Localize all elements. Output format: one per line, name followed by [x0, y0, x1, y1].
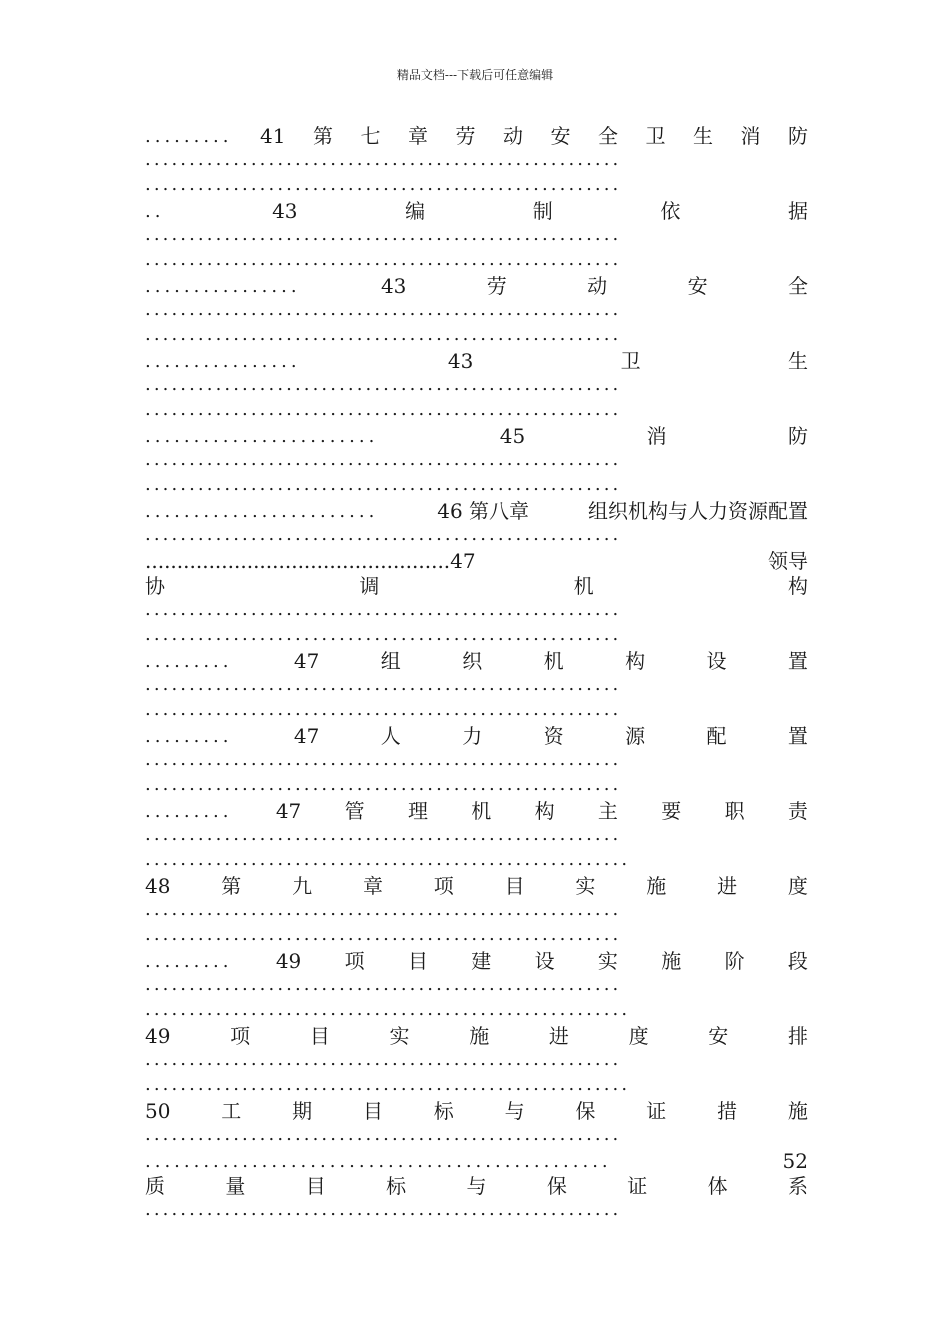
- toc-text: 系: [788, 1174, 808, 1198]
- toc-text: 进: [548, 1024, 569, 1048]
- toc-text: 织: [462, 649, 483, 673]
- toc-text: 动: [587, 274, 608, 298]
- toc-dot-leader: ........................: [145, 426, 379, 447]
- toc-leader-line: [145, 849, 808, 874]
- toc-text: 全: [597, 124, 618, 148]
- toc-text: 卫: [645, 124, 666, 148]
- toc-leader-line: [145, 224, 808, 249]
- toc-dot-leader: ......................................................: [145, 474, 622, 495]
- toc-entry-line: [145, 349, 808, 374]
- toc-text: 标: [386, 1174, 407, 1198]
- toc-text: 置: [787, 724, 808, 748]
- toc-leader-line: [145, 899, 808, 924]
- toc-dot-leader: ......................................................: [145, 774, 622, 795]
- toc-dot-leader: .........: [145, 651, 233, 672]
- toc-text: 目: [362, 1099, 383, 1123]
- toc-text: 43: [272, 199, 298, 223]
- toc-text: 协: [145, 574, 165, 598]
- toc-entry-line: [145, 424, 808, 449]
- toc-text: 领导: [768, 549, 808, 573]
- toc-text: 组: [380, 649, 401, 673]
- toc-dot-leader: ......................................................: [145, 449, 622, 470]
- toc-leader-line: [145, 599, 808, 624]
- toc-text: 劳: [486, 274, 507, 298]
- toc-text: 实: [575, 874, 596, 898]
- toc-text: 构: [625, 649, 646, 673]
- toc-dot-leader: ......................................................: [145, 674, 622, 695]
- toc-entry-line: [145, 274, 808, 299]
- toc-text: 责: [787, 799, 808, 823]
- toc-text: 七: [360, 124, 381, 148]
- toc-text: 43: [380, 274, 407, 298]
- toc-dot-leader: ......................................................: [145, 299, 622, 320]
- toc-text: 第: [312, 124, 333, 148]
- toc-dot-leader: .......................................................: [145, 1074, 631, 1095]
- toc-text: 理: [407, 799, 428, 823]
- toc-entry-line: [145, 724, 808, 749]
- toc-text: 人: [380, 724, 401, 748]
- toc-dot-leader: ......................................................: [145, 374, 622, 395]
- toc-entry-line: [145, 874, 808, 899]
- toc-text: 43: [447, 349, 474, 373]
- toc-dot-leader: ......................................................: [145, 1049, 622, 1070]
- toc-text: 实: [597, 949, 618, 973]
- toc-text: 机: [573, 574, 594, 598]
- toc-entry-line: [145, 574, 808, 599]
- toc-dot-leader: ......................................................: [145, 149, 622, 170]
- toc-text: 构: [787, 574, 808, 598]
- toc-dot-leader: ................................................47: [145, 549, 476, 573]
- toc-text: 章: [362, 874, 383, 898]
- toc-leader-line: [145, 924, 808, 949]
- toc-leader-line: [145, 1074, 808, 1099]
- toc-dot-leader: ................................................: [145, 1151, 612, 1172]
- page-header: 精品文档---下载后可任意编辑: [396, 68, 554, 82]
- toc-text: 配: [706, 724, 727, 748]
- toc-text: 依: [660, 199, 681, 223]
- toc-text: 组织机构与人力资源配置: [587, 499, 808, 523]
- toc-leader-line: [145, 174, 808, 199]
- toc-dot-leader: ................: [145, 351, 301, 372]
- toc-text: 安: [708, 1024, 729, 1048]
- toc-text: 48: [145, 874, 171, 898]
- toc-text: 设: [706, 649, 727, 673]
- toc-text: 量: [225, 1174, 246, 1198]
- toc-text: 工: [221, 1099, 242, 1123]
- toc-text: 消: [646, 424, 667, 448]
- toc-entry-line: [145, 549, 808, 574]
- toc-text: 编: [405, 199, 426, 223]
- toc-entry-line: [145, 1174, 808, 1199]
- toc-text: 动: [502, 124, 523, 148]
- toc-text: 项: [433, 874, 454, 898]
- toc-text: 段: [787, 949, 808, 973]
- toc-dot-leader: ......................................................: [145, 174, 622, 195]
- toc-dot-leader: .........: [145, 801, 233, 822]
- toc-dot-leader: ......................................................: [145, 974, 622, 995]
- toc-text: 阶: [724, 949, 745, 973]
- toc-text: 第: [221, 874, 242, 898]
- toc-text: 管: [344, 799, 365, 823]
- toc-text: 49: [145, 1024, 171, 1048]
- toc-dot-leader: ..: [145, 201, 165, 222]
- toc-text: 职: [724, 799, 745, 823]
- toc-dot-leader: .........: [145, 951, 233, 972]
- toc-dot-leader: ......................................................: [145, 699, 622, 720]
- toc-leader-line: [145, 1049, 808, 1074]
- toc-dot-leader: ......................................................: [145, 1124, 622, 1145]
- table-of-contents: [145, 124, 808, 1224]
- toc-text: 证: [627, 1174, 648, 1198]
- toc-text: 九: [292, 874, 313, 898]
- toc-text: 目: [305, 1174, 326, 1198]
- toc-text: 52: [782, 1149, 808, 1173]
- toc-text: 全: [787, 274, 808, 298]
- toc-text: 与: [466, 1174, 487, 1198]
- toc-dot-leader: ................: [145, 276, 301, 297]
- toc-leader-line: [145, 1124, 808, 1149]
- toc-leader-line: [145, 699, 808, 724]
- toc-dot-leader: ......................................................: [145, 524, 622, 545]
- toc-text: 期: [292, 1099, 313, 1123]
- toc-entry-line: [145, 949, 808, 974]
- toc-entry-line: [145, 499, 808, 524]
- toc-dot-leader: .........: [145, 126, 233, 147]
- toc-text: 调: [359, 574, 380, 598]
- toc-leader-line: [145, 624, 808, 649]
- toc-text: 目: [309, 1024, 330, 1048]
- toc-entry-line: [145, 1149, 808, 1174]
- toc-dot-leader: ......................................................: [145, 899, 622, 920]
- toc-leader-line: [145, 674, 808, 699]
- toc-text: 防: [787, 124, 808, 148]
- toc-dot-leader: ......................................................: [145, 249, 622, 270]
- toc-leader-line: [145, 749, 808, 774]
- toc-text: 据: [787, 199, 808, 223]
- toc-text: 保: [575, 1099, 596, 1123]
- toc-text: 项: [344, 949, 365, 973]
- toc-text: 50: [145, 1099, 171, 1123]
- toc-text: 置: [787, 649, 808, 673]
- toc-text: 质: [145, 1174, 165, 1198]
- toc-dot-leader: ......................................................: [145, 924, 622, 945]
- toc-leader-line: [145, 774, 808, 799]
- toc-text: 章: [407, 124, 428, 148]
- toc-leader-line: [145, 299, 808, 324]
- toc-text: 资: [543, 724, 564, 748]
- toc-dot-leader: ......................................................: [145, 624, 622, 645]
- toc-text: 41: [260, 124, 286, 148]
- toc-dot-leader: .......................................................: [145, 849, 631, 870]
- toc-dot-leader: ......................................................: [145, 399, 622, 420]
- toc-text: 47: [275, 799, 302, 823]
- toc-entry-line: [145, 1099, 808, 1124]
- toc-text: 度: [628, 1024, 649, 1048]
- toc-text: 生: [787, 349, 808, 373]
- toc-entry-line: [145, 1024, 808, 1049]
- toc-text: 进: [717, 874, 738, 898]
- toc-leader-line: [145, 524, 808, 549]
- toc-leader-line: [145, 399, 808, 424]
- toc-text: 劳: [455, 124, 476, 148]
- toc-entry-line: [145, 199, 808, 224]
- toc-text: 项: [230, 1024, 251, 1048]
- toc-dot-leader: .........: [145, 726, 233, 747]
- toc-leader-line: [145, 1199, 808, 1224]
- toc-text: 防: [788, 424, 808, 448]
- toc-text: 45: [499, 424, 526, 448]
- toc-dot-leader: ......................................................: [145, 599, 622, 620]
- toc-leader-line: [145, 474, 808, 499]
- toc-text: 度: [787, 874, 808, 898]
- toc-text: 与: [504, 1099, 525, 1123]
- toc-text: 47: [293, 649, 320, 673]
- toc-dot-leader: ......................................................: [145, 224, 622, 245]
- toc-text: 消: [740, 124, 761, 148]
- toc-leader-line: [145, 374, 808, 399]
- toc-text: 47: [293, 724, 320, 748]
- toc-leader-line: [145, 249, 808, 274]
- toc-text: 施: [646, 874, 667, 898]
- toc-dot-leader: ......................................................: [145, 749, 622, 770]
- toc-entry-line: [145, 799, 808, 824]
- toc-entry-line: [145, 649, 808, 674]
- toc-leader-line: [145, 449, 808, 474]
- toc-text: 设: [534, 949, 555, 973]
- toc-leader-line: [145, 824, 808, 849]
- toc-text: 安: [550, 124, 571, 148]
- toc-text: 力: [462, 724, 483, 748]
- toc-dot-leader: ......................................................: [145, 324, 622, 345]
- toc-leader-line: [145, 999, 808, 1024]
- toc-text: 体: [707, 1174, 728, 1198]
- toc-text: 证: [646, 1099, 667, 1123]
- toc-text: 施: [469, 1024, 490, 1048]
- toc-dot-leader: ........................: [145, 501, 379, 522]
- toc-text: 目: [504, 874, 525, 898]
- toc-dot-leader: .......................................................: [145, 999, 631, 1020]
- toc-text: 机: [543, 649, 564, 673]
- toc-text: 源: [625, 724, 646, 748]
- toc-text: 构: [534, 799, 555, 823]
- toc-text: 实: [389, 1024, 410, 1048]
- toc-text: 保: [546, 1174, 567, 1198]
- toc-text: 措: [717, 1099, 738, 1123]
- toc-text: 安: [687, 274, 708, 298]
- toc-dot-leader: ......................................................: [145, 824, 622, 845]
- toc-text: 施: [661, 949, 682, 973]
- toc-leader-line: [145, 149, 808, 174]
- toc-text: 46 第八章: [437, 499, 530, 523]
- toc-text: 目: [407, 949, 428, 973]
- toc-text: 排: [787, 1024, 808, 1048]
- toc-text: 主: [597, 799, 618, 823]
- toc-leader-line: [145, 974, 808, 999]
- toc-text: 要: [661, 799, 682, 823]
- toc-leader-line: [145, 324, 808, 349]
- toc-text: 施: [787, 1099, 808, 1123]
- toc-text: 生: [692, 124, 713, 148]
- toc-text: 机: [471, 799, 492, 823]
- toc-text: 标: [433, 1099, 454, 1123]
- toc-dot-leader: ......................................................: [145, 1199, 622, 1220]
- toc-text: 制: [532, 199, 553, 223]
- toc-text: 建: [471, 949, 492, 973]
- toc-text: 49: [275, 949, 302, 973]
- toc-text: 卫: [620, 349, 641, 373]
- toc-entry-line: [145, 124, 808, 149]
